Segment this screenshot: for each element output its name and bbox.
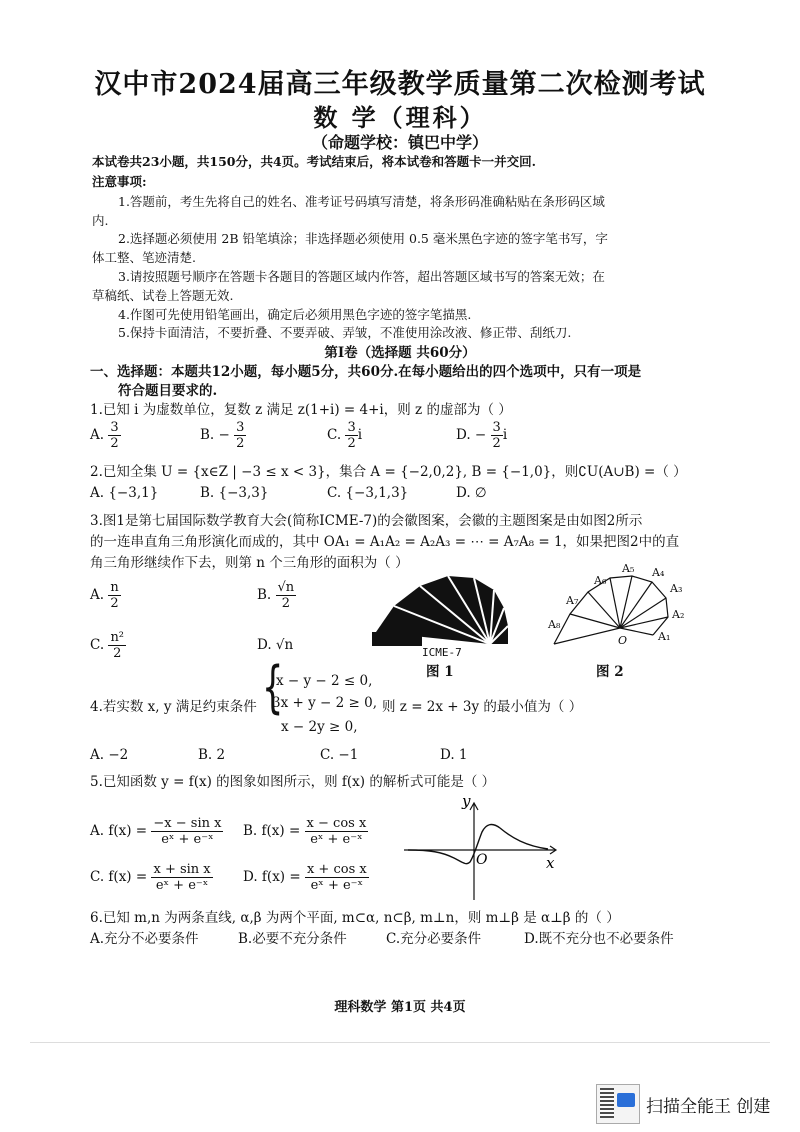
q4-constraint-3: x − 2y ≥ 0, <box>281 719 358 735</box>
q6-stem: 6.已知 m,n 为两条直线, α,β 为两个平面, m⊂α, n⊂β, m⊥n，则 m⊥β 是 α⊥β 的（ ） <box>90 910 620 926</box>
q3-stem-3: 角三角形继续作下去，则第 n 个三角形的面积为（ ） <box>90 555 409 571</box>
spiral-outer-edge <box>554 576 671 644</box>
q3-stem-2: 的一连串直角三角形演化而成的，其中 OA₁ = A₁A₂ = A₂A₃ = ⋯ = A₇A₈ = 1，如果把图2中的直 <box>90 534 680 550</box>
q5-a-den: eˣ + e⁻ˣ <box>161 832 214 847</box>
q5-d-num: x + cos x <box>306 862 367 877</box>
q5-d-label: D. f(x) = <box>243 869 301 885</box>
q1-c-num: 3 <box>347 420 356 435</box>
label-a1: A₁ <box>658 630 671 643</box>
section-desc-2: 符合题目要求的. <box>118 383 218 399</box>
q5-b-den: eˣ + e⁻ˣ <box>310 832 363 847</box>
q5-d-den: eˣ + e⁻ˣ <box>310 878 364 893</box>
q3-c-label: C. <box>90 637 105 653</box>
q3-c-frac <box>108 630 126 661</box>
label-a3: A₃ <box>670 582 683 595</box>
q3-figure-2 <box>520 562 700 674</box>
y-axis-label: y <box>462 792 471 810</box>
segment-oa9 <box>554 628 620 644</box>
subject-title: 数 学（理科） <box>313 103 487 132</box>
label-a5: A₅ <box>622 562 635 575</box>
q4-option-b: B. 2 <box>198 747 226 763</box>
fig1-caption: 图 1 <box>426 664 454 680</box>
q1-d-label: D. − <box>456 427 487 443</box>
q1-a-num: 3 <box>110 420 119 435</box>
q1-option-c <box>327 420 362 451</box>
page-footer: 理科数学 第1页 共4页 <box>334 1000 466 1015</box>
notice-item-2b: 体工整、笔迹清楚. <box>92 250 196 265</box>
q4-constraint-2: 3x + y − 2 ≥ 0, <box>272 695 377 711</box>
notice-item-2a: 2.选择题必须使用 2B 铅笔填涂；非选择题必须使用 0.5 毫米黑色字迹的签字笔书写，字 <box>118 231 608 246</box>
scanner-logo <box>596 1084 640 1124</box>
q5-c-frac <box>151 862 212 893</box>
q1-a-den: 2 <box>110 436 119 451</box>
q4-brace: { <box>262 655 284 720</box>
camscanner-icon <box>617 1093 635 1107</box>
q2-option-d: D. ∅ <box>456 485 487 501</box>
q5-b-label: B. f(x) = <box>243 823 301 839</box>
segment-oa8 <box>570 614 620 628</box>
q6-option-b: B.必要不充分条件 <box>238 931 347 947</box>
q5-a-label: A. f(x) = <box>90 823 148 839</box>
qr-code-icon <box>600 1088 614 1118</box>
q1-d-num: 3 <box>492 420 501 435</box>
q2-stem: 2.已知全集 U = {x∈Z | −3 ≤ x < 3}，集合 A = {−2,0,2}, B = {−1,0}，则∁U(A∪B) =（ ） <box>90 464 687 480</box>
label-a6: A₆ <box>594 574 607 587</box>
exam-title: 汉中市2024届高三年级教学质量第二次检测考试 <box>94 69 706 100</box>
notice-item-3a: 3.请按照题号顺序在答题卡各题目的答题区域内作答，超出答题区域书写的答案无效；在 <box>118 269 605 284</box>
spiral-triangles <box>554 576 671 644</box>
label-a2: A₂ <box>672 608 685 621</box>
notice-item-1a: 1.答题前，考生先将自己的姓名、准考证号码填写清楚，将条形码准确粘贴在条形码区域 <box>118 194 605 209</box>
q5-option-a <box>90 816 223 847</box>
q5-c-label: C. f(x) = <box>90 869 148 885</box>
q1-stem: 1.已知 i 为虚数单位，复数 z 满足 z(1+i) = 4+i，则 z 的虚部为（ ） <box>90 402 512 418</box>
q5-a-num: −x − sin x <box>153 816 222 831</box>
segment-oa7 <box>588 592 620 628</box>
q1-c-suffix: i <box>357 427 363 443</box>
school-line: （命题学校：镇巴中学） <box>311 133 488 152</box>
segment-oa3 <box>620 598 666 628</box>
q1-b-label: B. − <box>200 427 230 443</box>
q3-a-label: A. <box>90 587 105 603</box>
q5-option-d <box>243 862 369 893</box>
q3-a-frac <box>108 580 120 611</box>
intro-line: 本试卷共23小题，共150分，共4页。考试结束后，将本试卷和答题卡一并交回. <box>92 154 537 169</box>
page-divider <box>30 1042 770 1043</box>
q5-d-frac <box>305 862 369 893</box>
q2-option-b: B. {−3,3} <box>200 485 269 501</box>
q6-option-d: D.既不充分也不必要条件 <box>524 931 674 947</box>
q1-d-suffix: i <box>502 427 508 443</box>
q4-suffix: 则 z = 2x + 3y 的最小值为（ ） <box>382 699 583 715</box>
q3-c-num: n² <box>110 630 125 645</box>
q1-a-frac <box>108 420 120 451</box>
label-a4: A₄ <box>652 566 665 579</box>
q5-b-num: x − cos x <box>306 816 367 831</box>
q4-option-a: A. −2 <box>90 747 129 763</box>
q1-d-den: 2 <box>492 436 501 451</box>
label-o: O <box>618 634 628 647</box>
q1-d-frac <box>491 420 503 451</box>
q5-a-frac <box>151 816 223 847</box>
notice-item-5: 5.保持卡面清洁，不要折叠、不要弄破、弄皱，不准使用涂改液、修正带、刮纸刀. <box>118 325 572 340</box>
q1-c-den: 2 <box>347 436 356 451</box>
notice-item-3b: 草稿纸、试卷上答题无效. <box>92 288 234 303</box>
q5-graph <box>400 792 565 904</box>
q1-b-den: 2 <box>236 436 245 451</box>
q3-a-num: n <box>110 580 119 595</box>
q1-option-b <box>200 420 246 451</box>
q5-option-c <box>90 862 213 893</box>
q3-b-den: 2 <box>281 596 290 611</box>
q3-b-num: √n <box>277 580 295 595</box>
q1-a-label: A. <box>90 427 105 443</box>
q1-b-num: 3 <box>236 420 245 435</box>
scanner-watermark: 扫描全能王 创建 <box>646 1097 771 1117</box>
q5-stem: 5.已知函数 y = f(x) 的图象如图所示，则 f(x) 的解析式可能是（ ） <box>90 774 496 790</box>
notice-item-1b: 内. <box>92 213 109 228</box>
notice-item-4: 4.作图可先使用铅笔画出，确定后必须用黑色字迹的签字笔描黑. <box>118 307 472 322</box>
q4-option-d: D. 1 <box>440 747 468 763</box>
fig2-caption: 图 2 <box>596 664 624 680</box>
segment-oa6 <box>610 578 620 628</box>
section-desc-1: 一、选择题：本题共12小题，每小题5分，共60分.在每小题给出的四个选项中，只有一项是 <box>90 364 642 380</box>
q5-b-frac <box>305 816 369 847</box>
q3-stem-1: 3.图1是第七届国际数学教育大会(简称ICME-7)的会徽图案，会徽的主题图案是由如图2所示 <box>90 513 643 529</box>
q3-b-frac <box>276 580 297 611</box>
x-axis-label: x <box>546 854 555 872</box>
q6-option-a: A.充分不必要条件 <box>90 931 199 947</box>
q3-option-a <box>90 580 121 611</box>
label-a8: A₈ <box>548 618 561 631</box>
q1-option-a <box>90 420 121 451</box>
q3-a-den: 2 <box>110 596 119 611</box>
q5-c-num: x + sin x <box>153 862 211 877</box>
q1-c-frac <box>345 420 357 451</box>
q3-b-label: B. <box>257 587 272 603</box>
q3-option-d: D. √n <box>257 637 294 653</box>
q1-b-frac <box>234 420 246 451</box>
q4-prefix: 4.若实数 x, y 满足约束条件 <box>90 699 257 715</box>
origin-label: O <box>476 852 488 868</box>
notice-title: 注意事项: <box>92 174 147 189</box>
q2-option-a: A. {−3,1} <box>90 485 159 501</box>
q3-option-b <box>257 580 296 611</box>
section-heading: 第Ⅰ卷（选择题 共60分） <box>324 345 476 361</box>
q3-c-den: 2 <box>113 646 122 661</box>
emblem-base <box>372 632 422 646</box>
q4-constraint-1: x − y − 2 ≤ 0, <box>276 673 373 689</box>
q5-option-b <box>243 816 368 847</box>
label-a7: A₇ <box>566 594 579 607</box>
icme-label: ICME-7 <box>422 646 462 659</box>
q1-option-d <box>456 420 507 451</box>
q1-c-label: C. <box>327 427 342 443</box>
q6-option-c: C.充分必要条件 <box>386 931 482 947</box>
q2-option-c: C. {−3,1,3} <box>327 485 409 501</box>
q3-option-c <box>90 630 126 661</box>
q5-c-den: eˣ + e⁻ˣ <box>155 878 209 893</box>
q4-option-c: C. −1 <box>320 747 359 763</box>
q3-figure-1 <box>370 572 510 660</box>
